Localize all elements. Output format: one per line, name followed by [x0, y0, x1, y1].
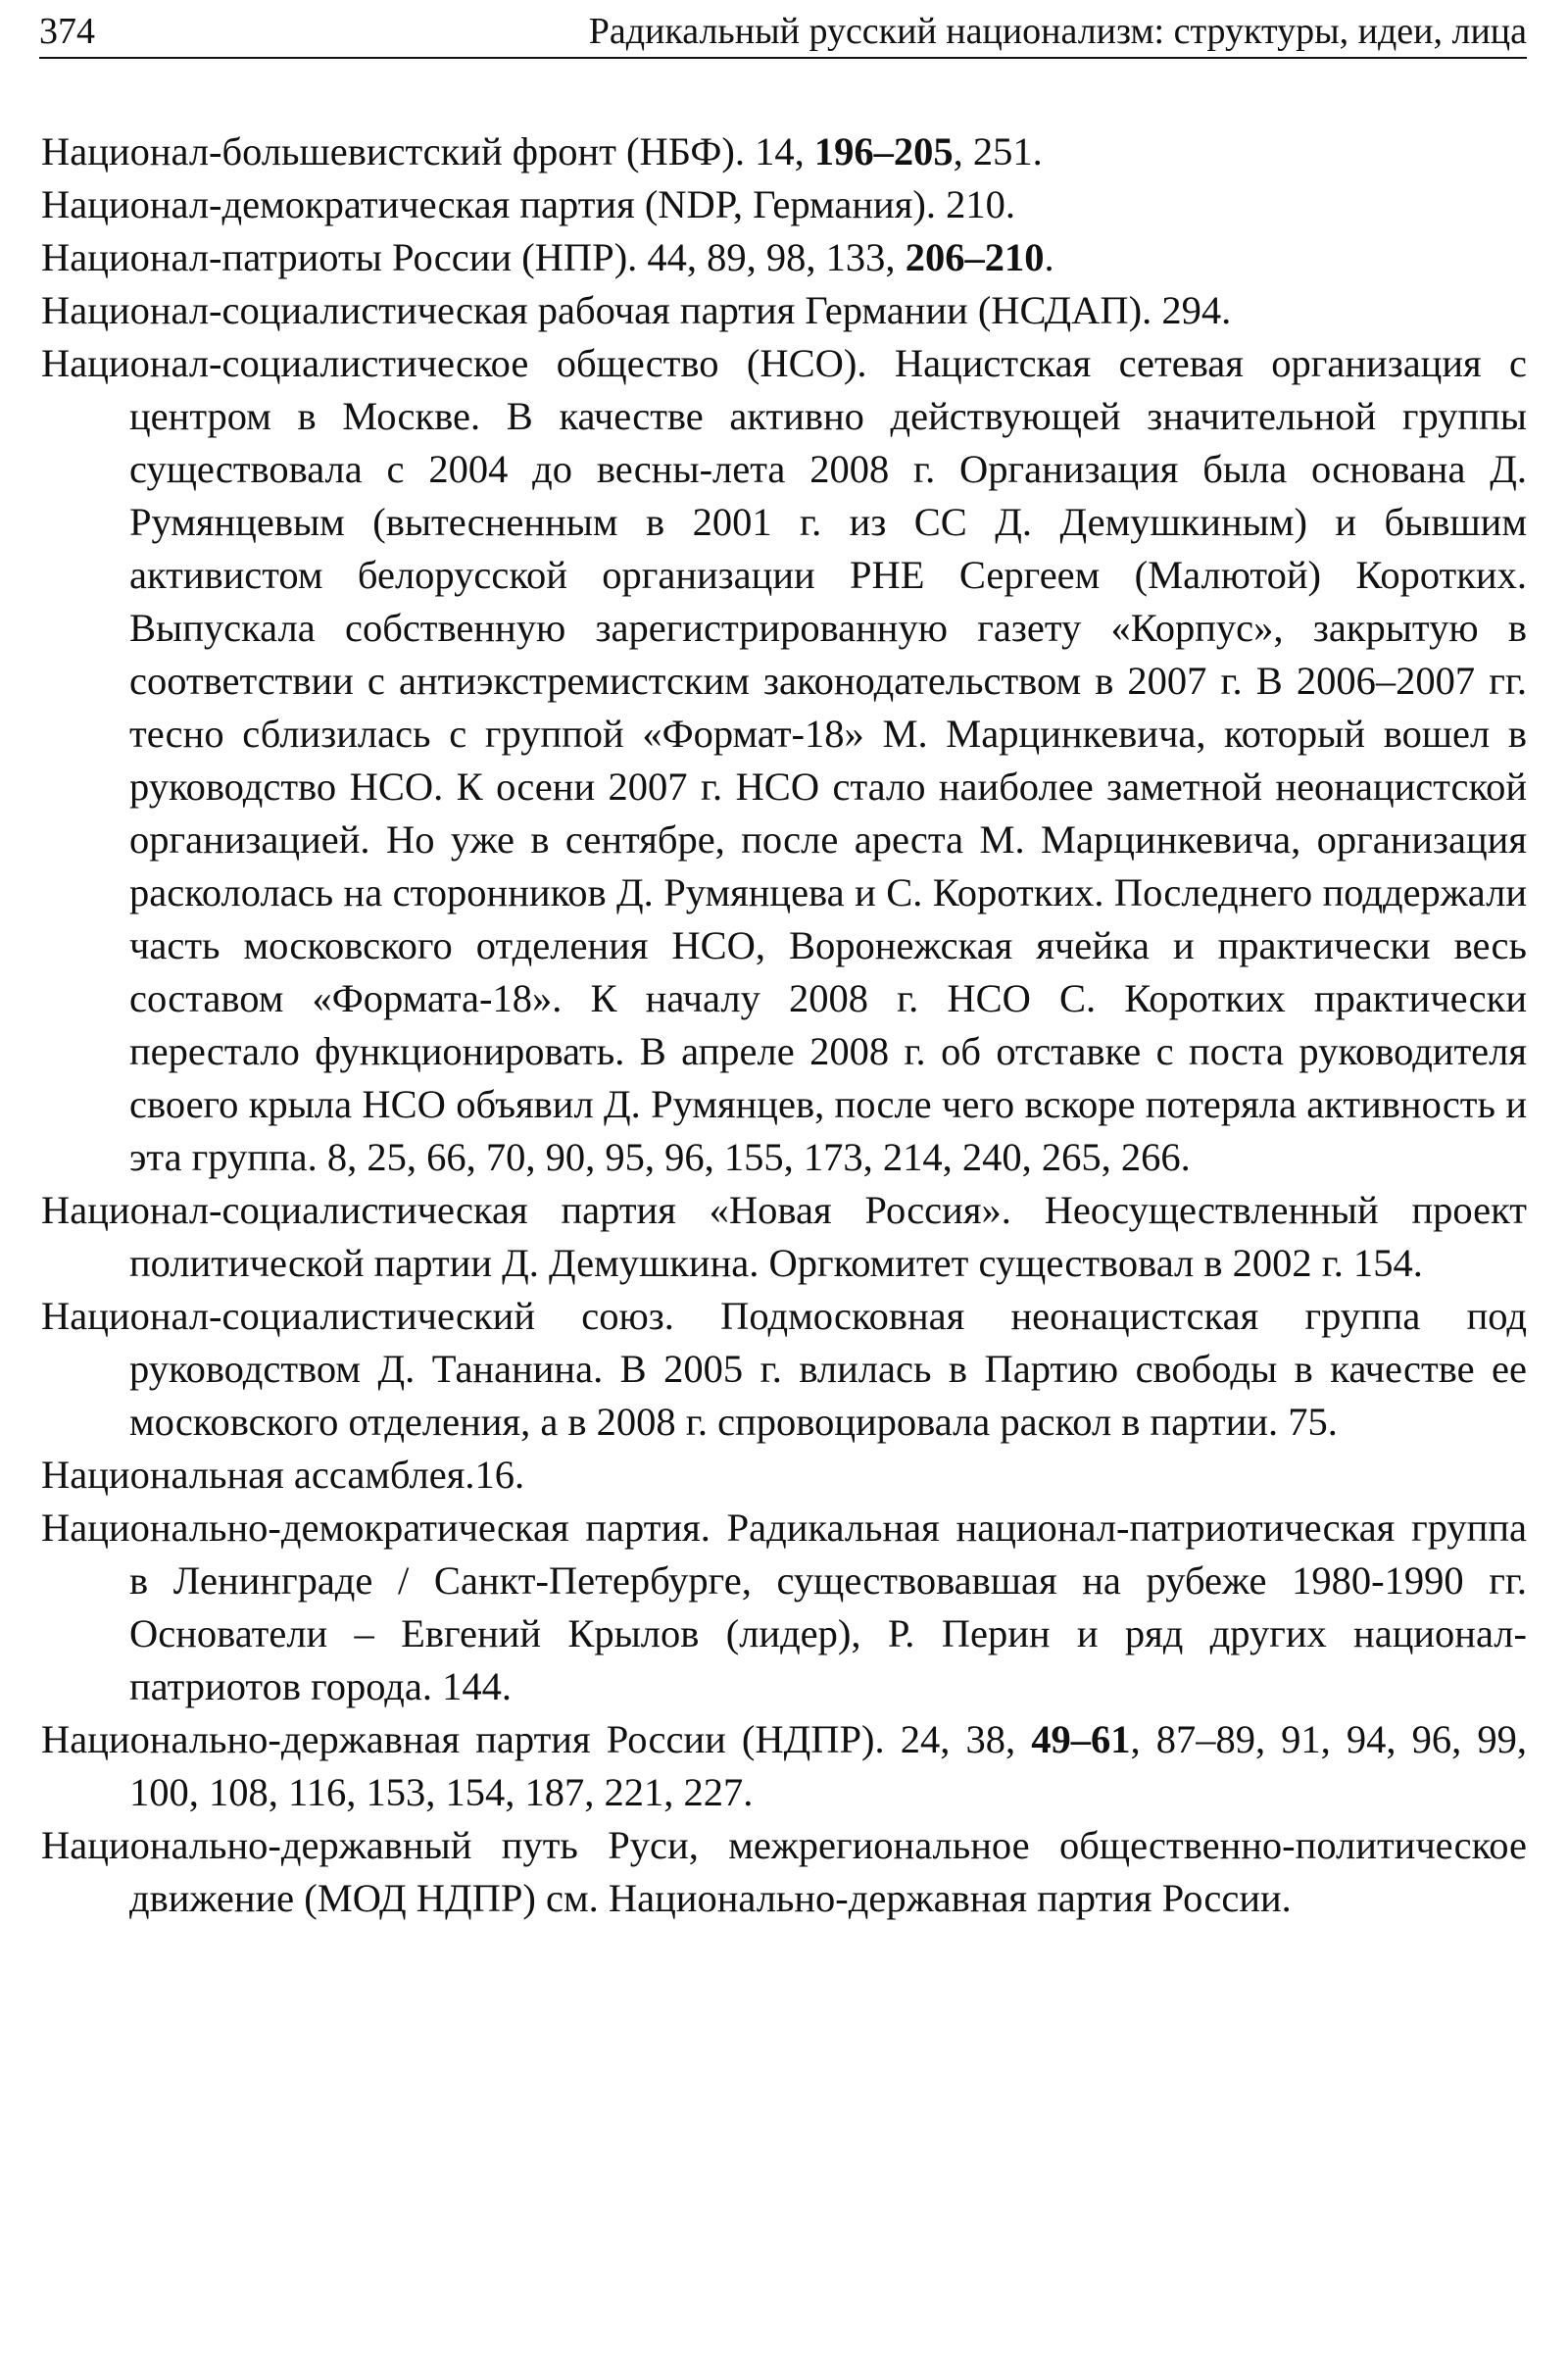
index-entry: Национал-демократическая партия (NDP, Германия). 210. — [41, 182, 1015, 226]
running-title: Радикальный русский национализм: структуры, идеи, лица — [588, 11, 1527, 52]
entry-text: Национально-державная партия России (НДПР). 24, 38, — [41, 1717, 1032, 1761]
index-entry: Национально-державный путь Руси, межрегиональное общественно-политическое движение (МОД НДПР) см. Национально-державная партия России. — [41, 1823, 1527, 1920]
index-entries — [41, 125, 1527, 1925]
page-header — [39, 8, 1527, 59]
index-entry — [41, 1713, 1527, 1819]
index-entry: Национально-демократическая партия. Радикальная национал-патриотическая группа в Ленинграде / Санкт-Петербурге, существовавшая на рубеже 1980-1990 гг. Основатели – Евгений Крылов (лидер), Р. Перин и ряд других национал-патриотов города. 144. — [41, 1506, 1527, 1708]
index-entry — [41, 231, 1527, 284]
index-entry: Национал-социалистическое общество (НСО). Нацистская сетевая организация с центром в Москве. В качестве активно действующей значительной группы существовала с 2004 до весны-лета 2008 г. Организация была основана Д. Румянцевым (вытесненным в 2001 г. из СС Д. Демушкиным) и бывшим активистом белорусской организации РНЕ Сергеем (Малютой) Коротких. Выпускала собственную зарегистрированную газету «Корпус», закрытую в соответствии с антиэкстремистским законодательством в 2007 г. В 2006–2007 гг. тесно сблизилась с группой «Формат-18» М. Марцинкевича, который вошел в руководство НСО. К осени 2007 г. НСО стало наиболее заметной неонацистской организацией. Но уже в сентябре, после ареста М. Марцинкевича, организация раскололась на сторонников Д. Румянцева и С. Коротких. Последнего поддержали часть московского отделения НСО, Воронежская ячейка и практически весь составом «Формата-18». К началу 2008 г. НСО С. Коротких практически перестало функционировать. В апреле 2008 г. об отставке с поста руководителя своего крыла НСО объявил Д. Румянцев, после чего вскоре потеряла активность и эта группа. 8, 25, 66, 70, 90, 95, 96, 155, 173, 214, 240, 265, 266. — [41, 341, 1527, 1179]
entry-text: Национал-большевистский фронт (НБФ). 14, — [41, 129, 814, 173]
entry-text: . — [1044, 235, 1054, 279]
entry-text: Национал-патриоты России (НПР). 44, 89, 98, 133, — [41, 235, 906, 279]
index-entry: Национал-социалистический союз. Подмосковная неонацистская группа под руководством Д. Тананина. В 2005 г. влилась в Партию свободы в качестве ее московского отделения, а в 2008 г. спровоцировала раскол в партии. 75. — [41, 1294, 1527, 1444]
index-entry: Национал-социалистическая партия «Новая Россия». Неосуществленный проект политической партии Д. Демушкина. Оргкомитет существовал в 2002 г. 154. — [41, 1188, 1527, 1285]
entry-bold-pages: 49–61 — [1031, 1717, 1131, 1761]
entry-bold-pages: 206–210 — [905, 235, 1045, 279]
entry-text: , 251. — [953, 129, 1043, 173]
entry-text: , 87–89, 91, 94, 96, 99, 100, 108, 116, 153, 154, 187, 221, 227. — [129, 1717, 1527, 1814]
entry-bold-pages: 196–205 — [813, 129, 954, 173]
index-entry — [41, 125, 1527, 178]
page-number: 374 — [39, 11, 95, 52]
index-entry: Национальная ассамблея.16. — [41, 1453, 525, 1497]
index-entry: Национал-социалистическая рабочая партия Германии (НСДАП). 294. — [41, 288, 1232, 332]
